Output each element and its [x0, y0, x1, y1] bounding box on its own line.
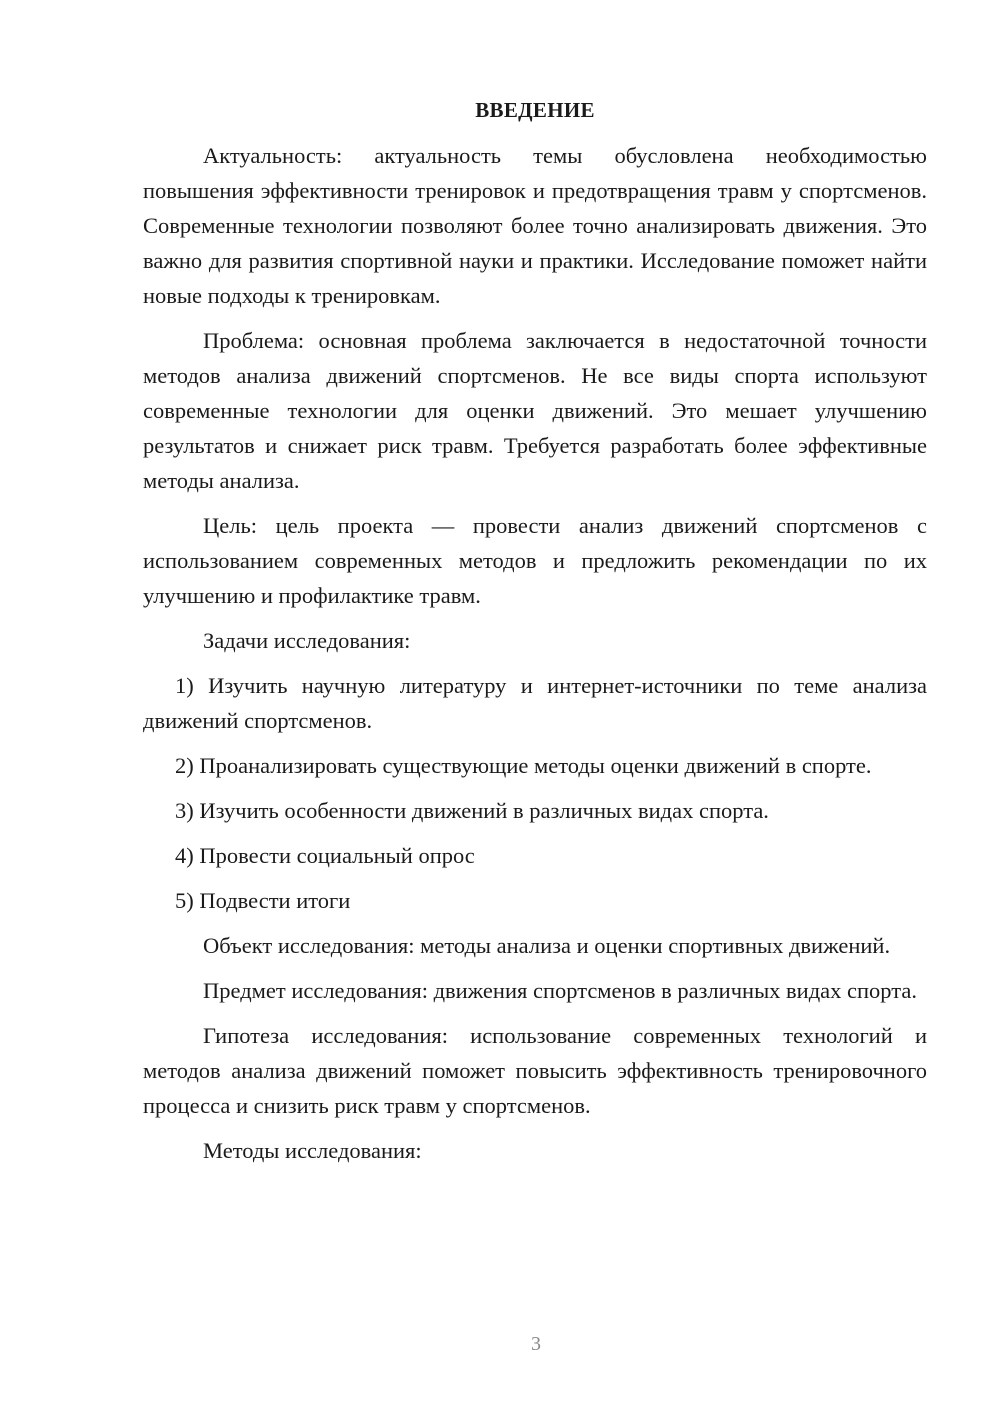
paragraph-problem: Проблема: основная проблема заключается в недостаточной точности методов анализа движений спортсменов. Не все виды спорта используют современные технологии для оценки движений. Это мешает улучшению результатов и снижает риск травм. Требуется разработать более эффективные методы анализа. [143, 328, 927, 493]
task-item: 4) Провести социальный опрос [175, 843, 475, 868]
paragraph-hypothesis: Гипотеза исследования: использование современных технологий и методов анализа движений поможет повысить эффективность тренировочного процесса и снизить риск травм у спортсменов. [143, 1023, 927, 1118]
page-number: 3 [531, 1333, 541, 1355]
task-item: 2) Проанализировать существующие методы оценки движений в спорте. [175, 753, 872, 778]
paragraph-subject: Предмет исследования: движения спортсменов в различных видах спорта. [203, 978, 917, 1003]
task-item: 3) Изучить особенности движений в различных видах спорта. [175, 798, 769, 823]
page-content [143, 92, 927, 1178]
paragraph-goal: Цель: цель проекта — провести анализ движений спортсменов с использованием современных методов и предложить рекомендации по их улучшению и профилактике травм. [143, 513, 927, 608]
task-item: 5) Подвести итоги [175, 888, 351, 913]
paragraph-object: Объект исследования: методы анализа и оценки спортивных движений. [203, 933, 891, 958]
section-heading: ВВЕДЕНИЕ [475, 98, 595, 122]
paragraph-relevance: Актуальность: актуальность темы обусловлена необходимостью повышения эффективности тренировок и предотвращения травм у спортсменов. Современные технологии позволяют более точно анализировать движения. Это важно для развития спортивной науки и практики. Исследование поможет найти новые подходы к тренировкам. [143, 143, 927, 308]
tasks-label: Задачи исследования: [203, 628, 411, 653]
methods-label: Методы исследования: [203, 1138, 422, 1163]
tasks-list [143, 668, 927, 918]
task-item: 1) Изучить научную литературу и интернет-источники по теме анализа движений спортсменов. [143, 673, 927, 733]
